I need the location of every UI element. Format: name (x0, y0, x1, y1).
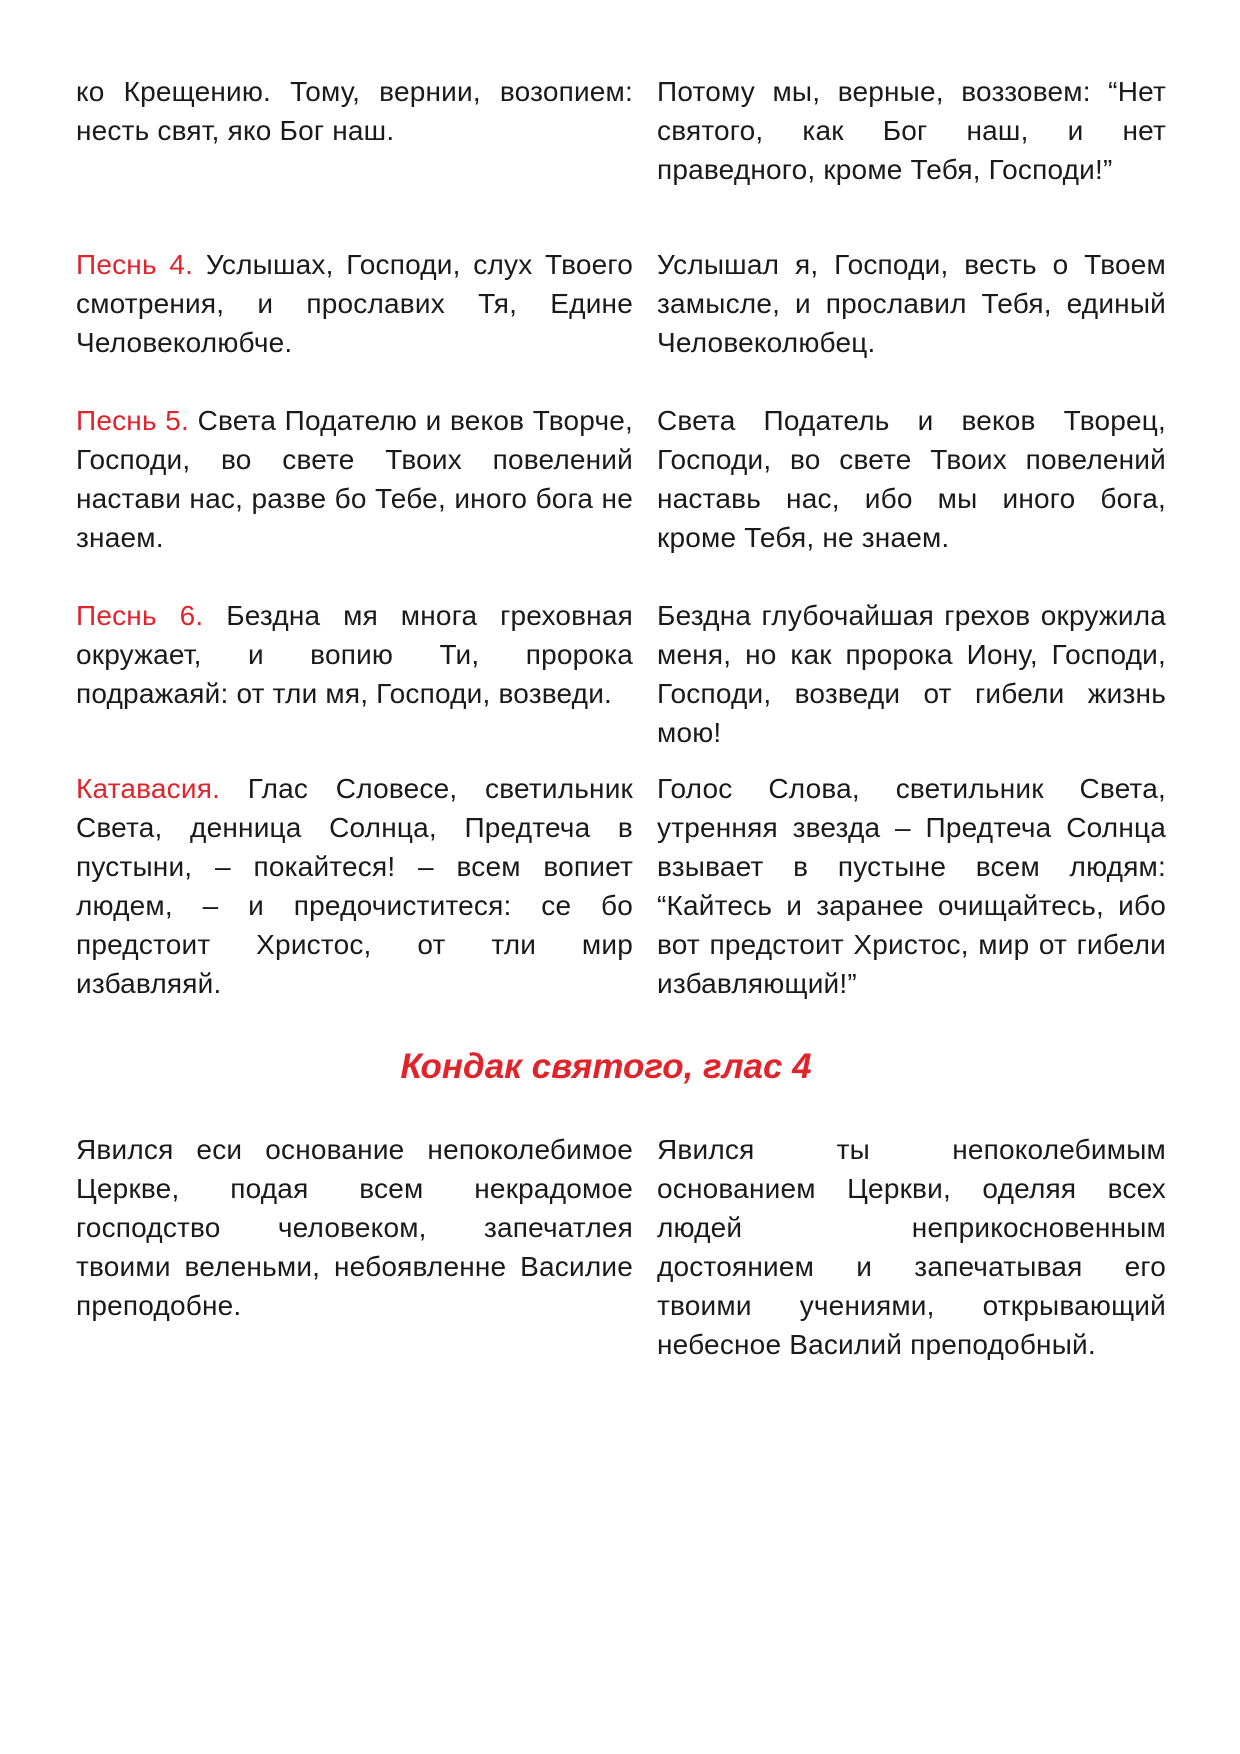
verse-row-intro (76, 72, 1166, 189)
church-slavonic-text (76, 72, 633, 189)
church-slavonic-text (76, 401, 633, 557)
russian-translation: Услышал я, Господи, весть о Твоем замысле, и прославил Тебя, единый Человеколюбец. (657, 249, 1166, 358)
ode-label: Песнь 5. (76, 405, 190, 436)
russian-translation: Света Податель и веков Творец, Господи, во свете Твоих повелений наставь нас, ибо мы иного бога, кроме Тебя, не знаем. (657, 405, 1166, 553)
church-slavonic-text (76, 769, 633, 1003)
russian-translation: Бездна глубочайшая грехов окружила меня, но как пророка Иону, Господи, Господи, возведи от гибели жизнь мою! (657, 600, 1166, 748)
verse-text: ко Крещению. Тому, вернии, возопием: несть свят, яко Бог наш. (76, 76, 633, 146)
kondak-row (76, 1130, 1166, 1364)
church-slavonic-text: Явился еси основание непоколебимое Церкве, подая всем некрадомое господство человеком, запечатлея твоими веленьми, небоявленне Василие преподобне. (76, 1134, 633, 1321)
verse-text: Света Подателю и веков Творче, Господи, во свете Твоих повелений настави нас, разве бо Тебе, иного бога не знаем. (76, 405, 634, 553)
russian-translation: Голос Слова, светильник Света, утренняя звезда – Предтеча Солнца взывает в пустыне всем людям: “Кайтесь и заранее очищайтесь, ибо вот предстоит Христос, мир от гибели избавляющий!” (657, 773, 1166, 999)
ode-label: Песнь 6. (76, 600, 204, 631)
verse-text: Бездна мя многа греховная окружает, и вопию Ти, пророка подражаяй: от тли мя, Господи, возведи. (76, 600, 633, 709)
katavasia-label: Катавасия. (76, 773, 221, 804)
verse-row-ode-5 (76, 401, 1166, 557)
verse-text: Глас Словесе, светильник Света, денница Солнца, Предтеча в пустыни, – покайтеся! – всем вопиет людем, – и предочиститеся: се бо предстоит Христос, от тли мир избавляяй. (76, 773, 633, 999)
verse-row-ode-6 (76, 596, 1166, 752)
church-slavonic-text (76, 596, 633, 752)
ode-label: Песнь 4. (76, 249, 194, 280)
verse-row-katavasia (76, 769, 1166, 1003)
russian-translation: Явился ты непоколебимым основанием Церкви, оделяя всех людей неприкосновенным достоянием и запечатывая его твоими учениями, открывающий небесное Василий преподобный. (657, 1134, 1166, 1360)
verse-row-ode-4 (76, 245, 1166, 362)
verse-text: Услышах, Господи, слух Твоего смотрения, и прославих Тя, Едине Человеколюбче. (76, 249, 633, 358)
document-page (76, 72, 1166, 1364)
kondak-heading: Кондак святого, глас 4 (400, 1047, 812, 1086)
church-slavonic-text (76, 245, 633, 362)
russian-translation: Потому мы, верные, воззовем: “Нет святого, как Бог наш, и нет праведного, кроме Тебя, Господи!” (657, 76, 1166, 185)
